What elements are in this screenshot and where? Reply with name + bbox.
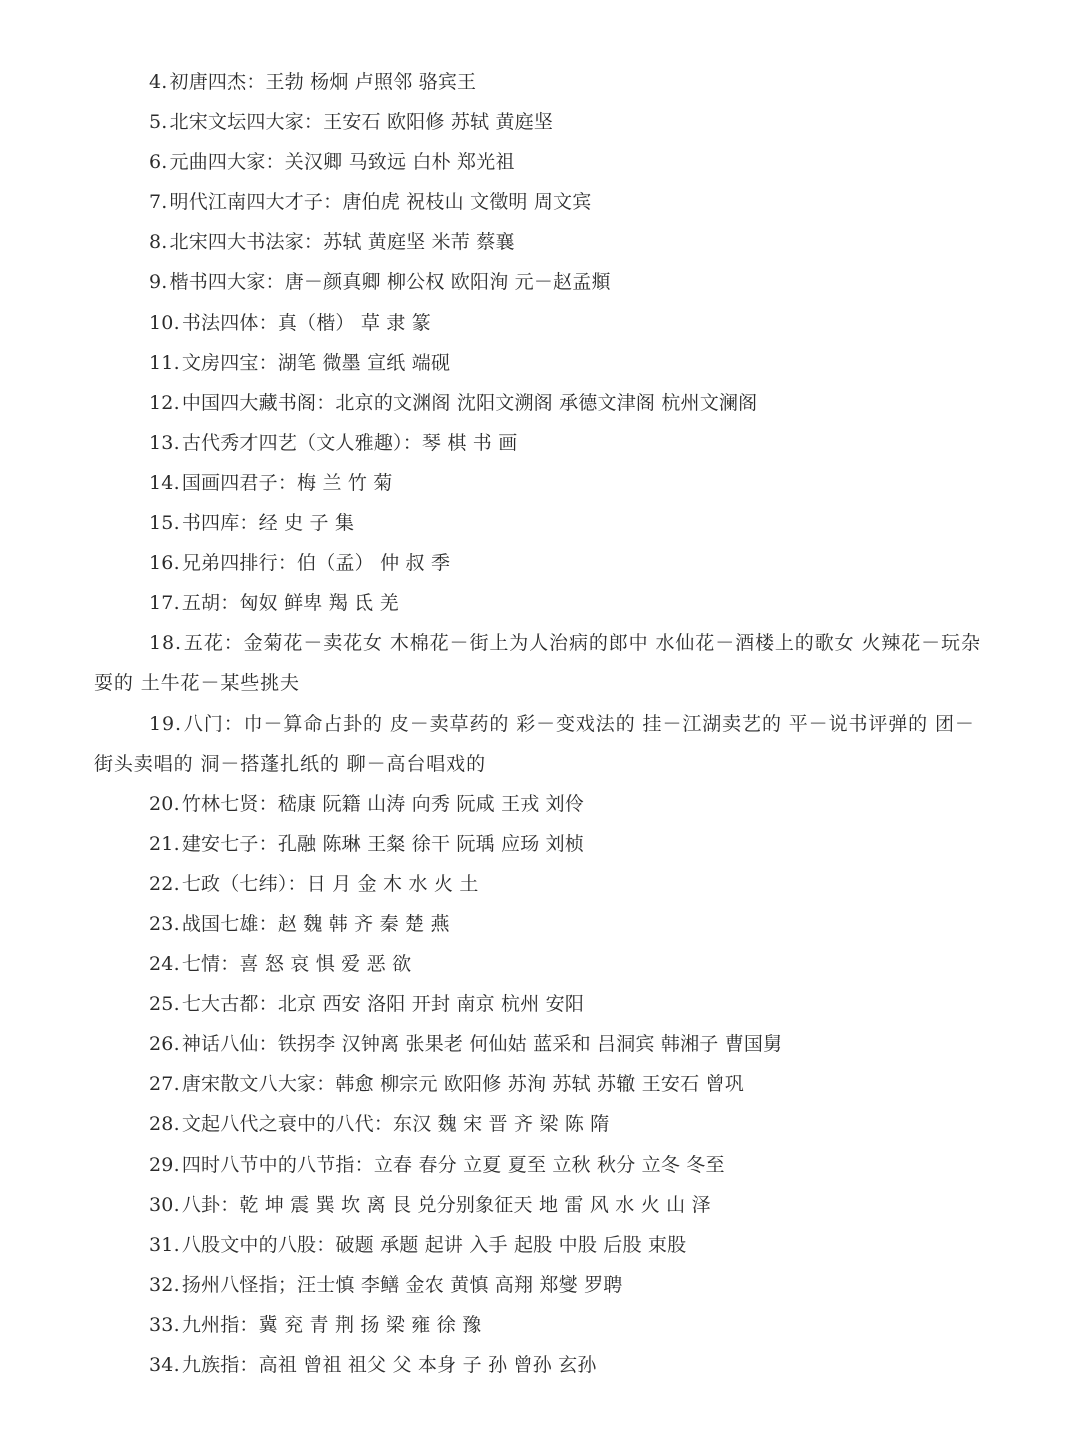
- entry-text: 九州指：冀 兖 青 荆 扬 梁 雍 徐 豫: [181, 1313, 482, 1336]
- entry-text: 四时八节中的八节指：立春 春分 立夏 夏至 立秋 秋分 立冬 冬至: [181, 1153, 725, 1176]
- entry-number: 11.: [149, 351, 180, 374]
- entry-number: 26.: [149, 1033, 180, 1056]
- list-item: [94, 1024, 994, 1064]
- entry-text: 书四库：经 史 子 集: [181, 512, 355, 535]
- entry-text: 北宋四大书法家：苏轼 黄庭坚 米芾 蔡襄: [169, 231, 515, 254]
- entry-number: 12.: [149, 391, 180, 414]
- entry-number: 16.: [149, 552, 180, 575]
- list-item: [94, 463, 994, 503]
- list-item: [94, 1305, 994, 1345]
- list-item: [94, 1345, 994, 1385]
- entry-text: 古代秀才四艺（文人雅趣）：琴 棋 书 画: [181, 431, 518, 454]
- list-item: [94, 1064, 994, 1104]
- list-item: [94, 904, 994, 944]
- entry-number: 25.: [149, 993, 180, 1016]
- entry-number: 9.: [149, 271, 168, 294]
- entry-number: 21.: [149, 832, 180, 855]
- list-item: [94, 543, 994, 583]
- list-item: [94, 704, 994, 784]
- list-item: [94, 623, 994, 703]
- list-item: [94, 182, 994, 222]
- entry-text: 神话八仙：铁拐李 汉钟离 张果老 何仙姑 蓝采和 吕洞宾 韩湘子 曹国舅: [181, 1033, 783, 1056]
- entry-number: 20.: [149, 792, 180, 815]
- list-item: [94, 423, 994, 463]
- entry-number: 6.: [149, 151, 168, 174]
- list-item: [94, 784, 994, 824]
- list-item: [94, 222, 994, 262]
- list-item: [94, 583, 994, 623]
- entry-text: 八股文中的八股：破题 承题 起讲 入手 起股 中股 后股 束股: [181, 1233, 687, 1256]
- entry-number: 7.: [149, 191, 168, 214]
- entry-text: 战国七雄：赵 魏 韩 齐 秦 楚 燕: [181, 912, 450, 935]
- list-item: [94, 824, 994, 864]
- entry-text: 扬州八怪指；汪士慎 李鳝 金农 黄慎 高翔 郑燮 罗聘: [181, 1273, 623, 1296]
- entry-number: 32.: [149, 1273, 180, 1296]
- entry-number: 15.: [149, 512, 180, 535]
- entry-number: 30.: [149, 1193, 180, 1216]
- list-item: [94, 984, 994, 1024]
- entry-number: 29.: [149, 1153, 180, 1176]
- list-item: [94, 1265, 994, 1305]
- entry-text: 唐宋散文八大家：韩愈 柳宗元 欧阳修 苏洵 苏轼 苏辙 王安石 曾巩: [181, 1073, 744, 1096]
- list-item: [94, 262, 994, 302]
- entry-number: 8.: [149, 231, 168, 254]
- list-item: [94, 1104, 994, 1144]
- entry-text: 七情：喜 怒 哀 惧 爱 恶 欲: [181, 953, 412, 976]
- list-item: [94, 1145, 994, 1185]
- entry-text: 建安七子：孔融 陈琳 王粲 徐干 阮瑀 应玚 刘桢: [181, 832, 585, 855]
- entry-text: 楷书四大家：唐－颜真卿 柳公权 欧阳洵 元－赵孟頫: [169, 271, 611, 294]
- list-item: [94, 1225, 994, 1265]
- entry-number: 27.: [149, 1073, 180, 1096]
- entry-number: 13.: [149, 431, 180, 454]
- entry-number: 18.: [149, 632, 182, 655]
- entry-number: 33.: [149, 1313, 180, 1336]
- list-item: [94, 343, 994, 383]
- entry-number: 23.: [149, 912, 180, 935]
- entry-number: 34.: [149, 1354, 180, 1376]
- list-item: [94, 503, 994, 543]
- entry-text: 兄弟四排行：伯（孟） 仲 叔 季: [181, 552, 451, 575]
- entry-text: 中国四大藏书阁：北京的文渊阁 沈阳文溯阁 承德文津阁 杭州文澜阁: [181, 391, 758, 414]
- entry-text: 北宋文坛四大家：王安石 欧阳修 苏轼 黄庭坚: [169, 111, 554, 134]
- entry-text: 八卦：乾 坤 震 巽 坎 离 艮 兑分别象征天 地 雷 风 水 火 山 泽: [181, 1193, 711, 1216]
- entry-number: 24.: [149, 953, 180, 976]
- entry-text: 五胡：匈奴 鲜卑 羯 氐 羌: [181, 592, 399, 615]
- list-item: [94, 1185, 994, 1225]
- list-item: [94, 383, 994, 423]
- entry-list: [94, 62, 994, 1385]
- entry-text: 国画四君子：梅 兰 竹 菊: [181, 471, 393, 494]
- entry-text: 文房四宝：湖笔 微墨 宣纸 端砚: [181, 351, 451, 374]
- entry-text: 竹林七贤：嵇康 阮籍 山涛 向秀 阮咸 王戎 刘伶: [181, 792, 585, 815]
- list-item: [94, 864, 994, 904]
- entry-number: 31.: [149, 1233, 180, 1256]
- entry-text: 七大古都：北京 西安 洛阳 开封 南京 杭州 安阳: [181, 993, 585, 1016]
- entry-number: 10.: [149, 311, 180, 334]
- entry-text: 五花：金菊花－卖花女 木棉花－街上为人治病的郎中 水仙花－酒楼上的歌女 火辣花－玩杂耍的 土牛花－某些挑夫: [94, 632, 981, 695]
- entry-number: 17.: [149, 592, 180, 615]
- entry-text: 九族指：高祖 曾祖 祖父 父 本身 子 孙 曾孙 玄孙: [181, 1354, 597, 1376]
- list-item: [94, 142, 994, 182]
- list-item: [94, 102, 994, 142]
- entry-number: 4.: [149, 71, 168, 93]
- entry-number: 5.: [149, 111, 168, 134]
- entry-text: 文起八代之衰中的八代：东汉 魏 宋 晋 齐 梁 陈 隋: [181, 1113, 610, 1136]
- entry-text: 明代江南四大才子：唐伯虎 祝枝山 文徵明 周文宾: [169, 191, 592, 214]
- entry-text: 八门：巾－算命占卦的 皮－卖草药的 彩－变戏法的 挂－江湖卖艺的 平－说书评弹的 团－街头卖唱的 洞－搭蓬扎纸的 聊－高台唱戏的: [94, 712, 975, 775]
- entry-text: 七政（七纬）：日 月 金 木 水 火 土: [181, 872, 479, 895]
- entry-text: 初唐四杰：王勃 杨炯 卢照邻 骆宾王: [169, 71, 477, 93]
- entry-text: 元曲四大家：关汉卿 马致远 白朴 郑光祖: [169, 151, 515, 174]
- entry-number: 28.: [149, 1113, 180, 1136]
- entry-number: 14.: [149, 471, 180, 494]
- list-item: [94, 303, 994, 343]
- entry-number: 22.: [149, 872, 180, 895]
- list-item: [94, 62, 994, 102]
- entry-number: 19.: [149, 712, 182, 735]
- list-item: [94, 944, 994, 984]
- entry-text: 书法四体：真（楷） 草 隶 篆: [181, 311, 431, 334]
